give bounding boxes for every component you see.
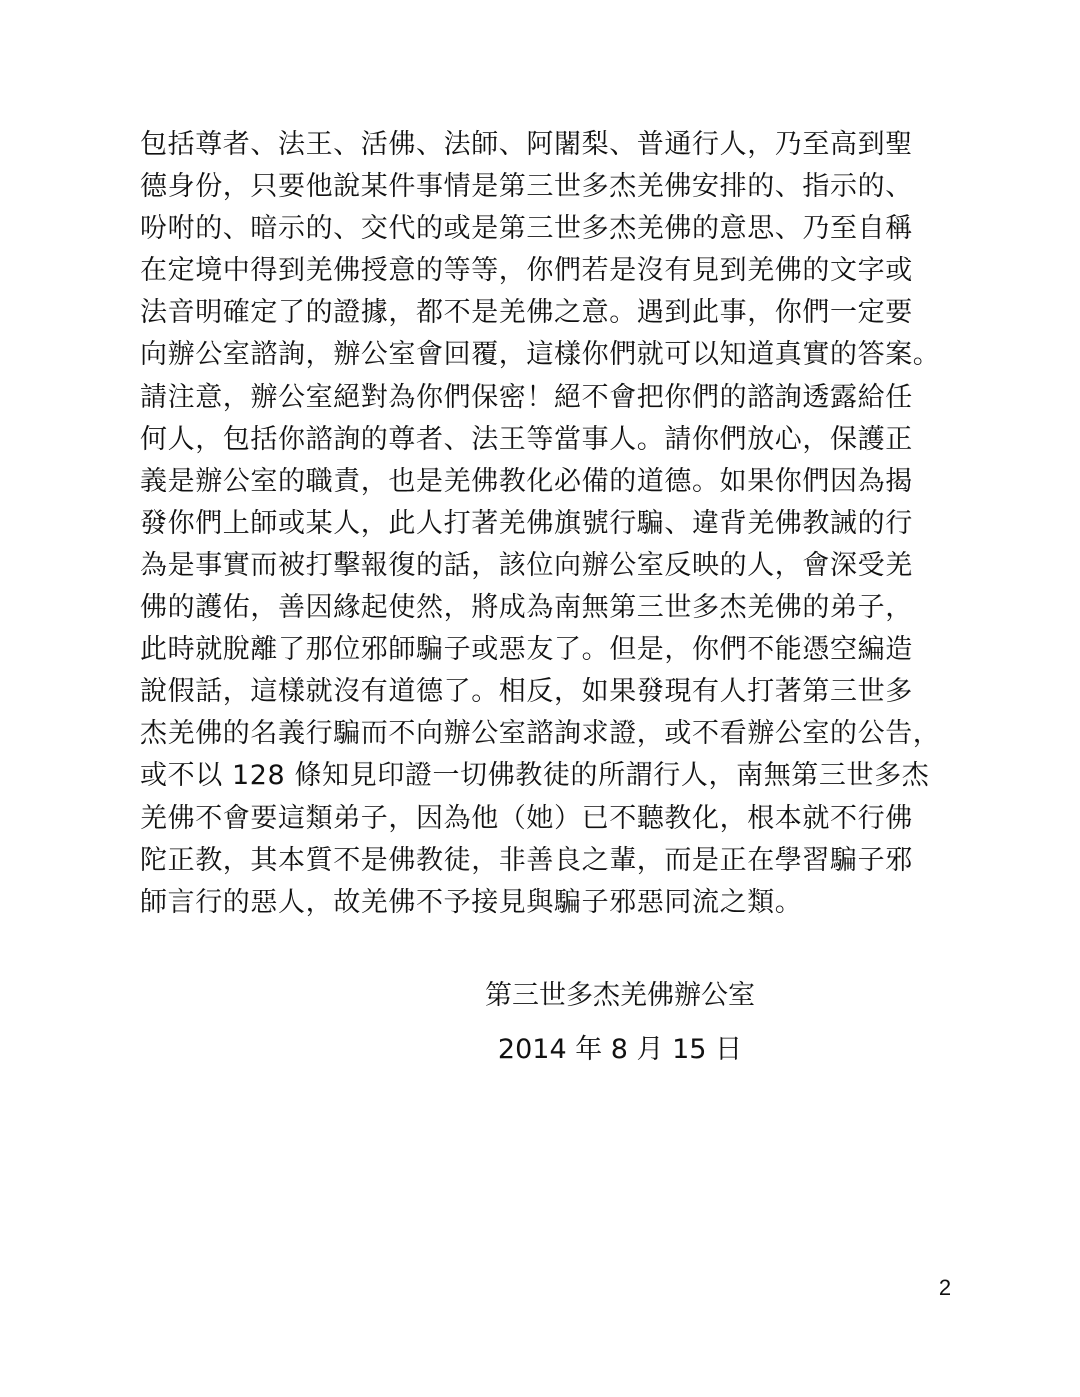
signature-block [400, 973, 840, 1073]
body-paragraph [140, 124, 970, 924]
paragraph-line: 陀正教，其本質不是佛教徒，非善良之輩，而是正在學習騙子邪 [140, 844, 913, 876]
signature-organization: 第三世多杰羌佛辦公室 [485, 980, 755, 1011]
paragraph-line: 在定境中得到羌佛授意的等等，你們若是沒有見到羌佛的文字或 [140, 255, 913, 287]
paragraph-line: 師言行的惡人，故羌佛不予接見與騙子邪惡同流之類。 [140, 886, 803, 918]
page-number: 2 [938, 1275, 952, 1300]
paragraph-line: 何人，包括你諮詢的尊者、法王等當事人。請你們放心，保護正 [140, 423, 913, 455]
signature-date: 2014 年 8 月 15 日 [497, 1034, 743, 1065]
paragraph-line: 或不以 128 條知見印證一切佛教徒的所謂行人，南無第三世多杰 [140, 760, 930, 792]
paragraph-line: 包括尊者、法王、活佛、法師、阿闍梨、普通行人，乃至高到聖 [140, 129, 913, 160]
paragraph-line: 此時就脫離了那位邪師騙子或惡友了。但是，你們不能憑空編造 [140, 634, 913, 666]
paragraph-line: 向辦公室諮詢，辦公室會回覆，這樣你們就可以知道真實的答案。 [140, 339, 941, 371]
paragraph-line: 義是辦公室的職責，也是羌佛教化必備的道德。如果你們因為揭 [140, 465, 913, 497]
paragraph-line: 羌佛不會要這類弟子，因為他（她）已不聽教化，根本就不行佛 [140, 802, 913, 834]
paragraph-line: 發你們上師或某人，此人打著羌佛旗號行騙、違背羌佛教誡的行 [140, 507, 913, 539]
paragraph-line: 請注意，辦公室絕對為你們保密！絕不會把你們的諮詢透露給任 [140, 381, 913, 413]
paragraph-line: 德身份，只要他說某件事情是第三世多杰羌佛安排的、指示的、 [140, 171, 913, 203]
paragraph-line: 杰羌佛的名義行騙而不向辦公室諮詢求證，或不看辦公室的公告， [140, 718, 941, 750]
paragraph-line: 佛的護佑，善因緣起使然，將成為南無第三世多杰羌佛的弟子， [140, 592, 913, 624]
paragraph-line: 法音明確定了的證據，都不是羌佛之意。遇到此事，你們一定要 [140, 297, 913, 329]
paragraph-line: 吩咐的、暗示的、交代的或是第三世多杰羌佛的意思、乃至自稱 [140, 213, 913, 245]
paragraph-line: 說假話，這樣就沒有道德了。相反，如果發現有人打著第三世多 [140, 676, 913, 708]
paragraph-line: 為是事實而被打擊報復的話，該位向辦公室反映的人，會深受羌 [140, 549, 913, 581]
